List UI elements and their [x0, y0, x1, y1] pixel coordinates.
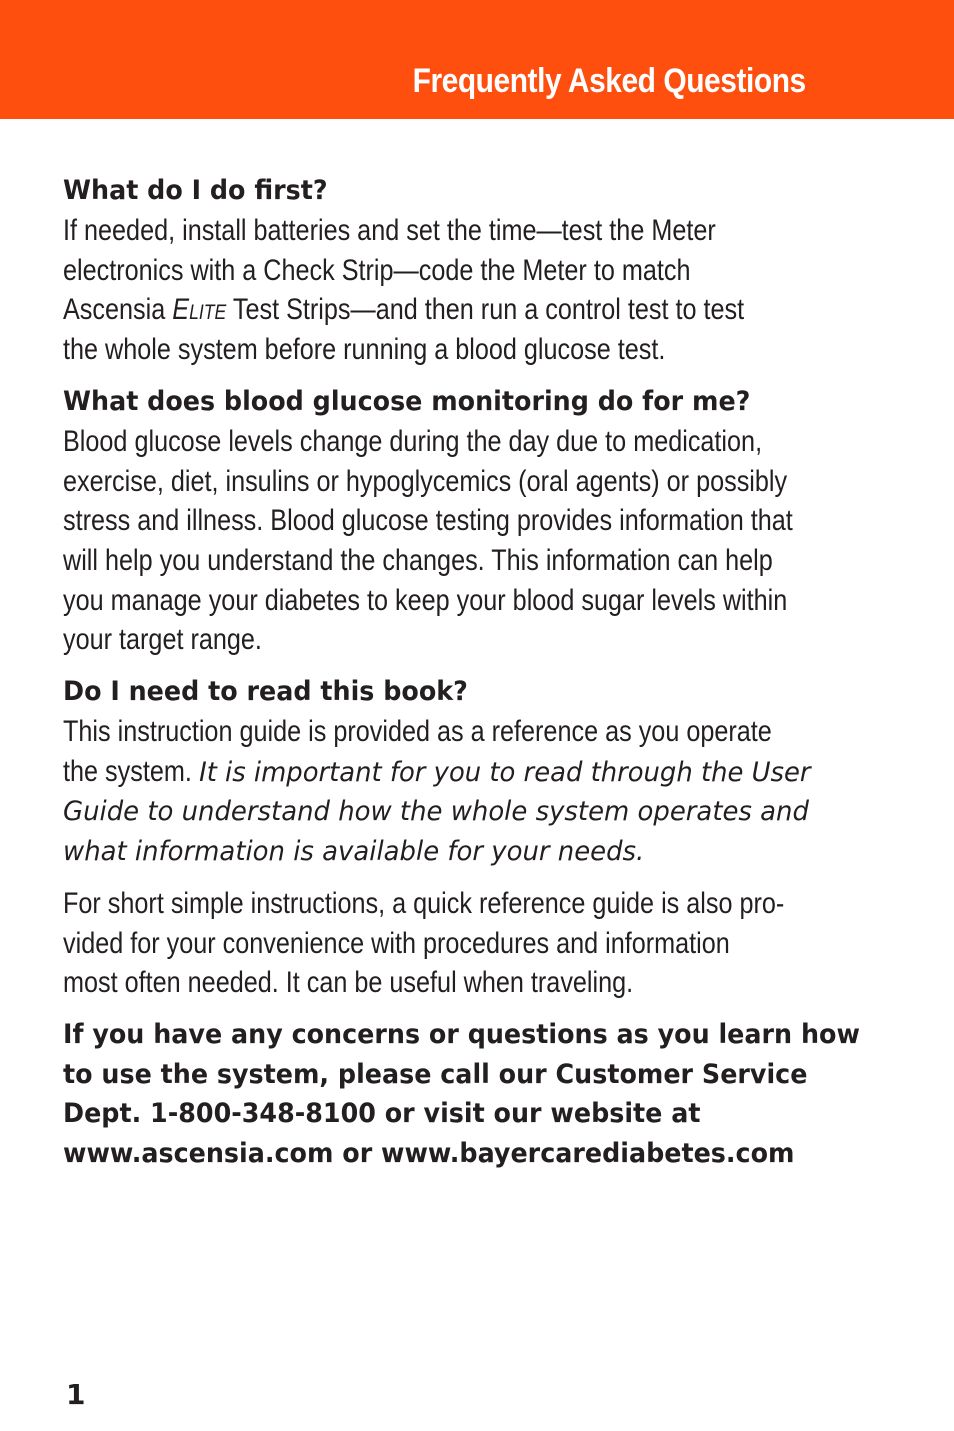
faq-answer-2: [63, 422, 903, 660]
important-note-line: Guide to understand how the whole system operates and: [63, 796, 809, 828]
faq-answer-3-line: [63, 752, 903, 793]
faq-answer-1-line: If needed, install batteries and set the time—test the Meter: [63, 214, 716, 247]
page-title: Frequently Asked Questions: [412, 62, 806, 100]
faq-answer-2-line: will help you understand the changes. This information can help: [63, 543, 773, 577]
text-fragment: Ascensia: [63, 293, 173, 327]
contact-website-line: www.ascensia.com or www.bayercarediabetes.com: [63, 1138, 795, 1170]
faq-content: [63, 171, 903, 1174]
faq-question-2: What does blood glucose monitoring do for me?: [63, 385, 751, 417]
customer-service-contact: [63, 1015, 954, 1174]
faq-answer-3: [63, 712, 903, 792]
contact-phone-line: Dept. 1-800-348-8100 or visit our website at: [63, 1098, 701, 1130]
faq-question-1: What do I do first?: [63, 175, 328, 206]
text-fragment: the system.: [63, 754, 199, 788]
faq-answer-1-line: electronics with a Check Strip—code the Meter to match: [63, 253, 691, 287]
text-fragment: Test Strips—and then run a control test to test: [226, 293, 745, 327]
faq-answer-2-line: your target range.: [63, 623, 262, 657]
contact-line: to use the system, please call our Customer Service: [63, 1058, 808, 1090]
header-bar: [0, 0, 954, 119]
quick-reference-line: most often needed. It can be useful when traveling.: [63, 966, 634, 1000]
quick-reference-paragraph: [63, 884, 903, 1003]
important-note-line: what information is available for your needs.: [63, 836, 645, 868]
elite-brand-name: Elite: [172, 293, 227, 327]
contact-line: If you have any concerns or questions as you learn how: [63, 1018, 860, 1050]
faq-answer-1: [63, 211, 903, 370]
faq-answer-2-line: stress and illness. Blood glucose testing provides information that: [63, 504, 793, 538]
faq-answer-1-line: [63, 290, 903, 330]
faq-question-3: Do I need to read this book?: [63, 676, 468, 708]
faq-answer-2-line: Blood glucose levels change during the day due to medication,: [63, 424, 763, 458]
faq-answer-2-line: exercise, diet, insulins or hypoglycemics (oral agents) or possibly: [63, 464, 788, 498]
quick-reference-line: vided for your convenience with procedures and information: [63, 926, 730, 960]
quick-reference-line: For short simple instructions, a quick reference guide is also pro-: [63, 886, 785, 920]
faq-answer-2-line: you manage your diabetes to keep your blood sugar levels within: [63, 583, 788, 617]
important-note-italic: It is important for you to read through the User: [198, 756, 811, 788]
faq-answer-3-line: This instruction guide is provided as a reference as you operate: [63, 715, 772, 749]
faq-answer-1-line: the whole system before running a blood glucose test.: [63, 333, 666, 367]
page-number: 1: [66, 1378, 86, 1411]
